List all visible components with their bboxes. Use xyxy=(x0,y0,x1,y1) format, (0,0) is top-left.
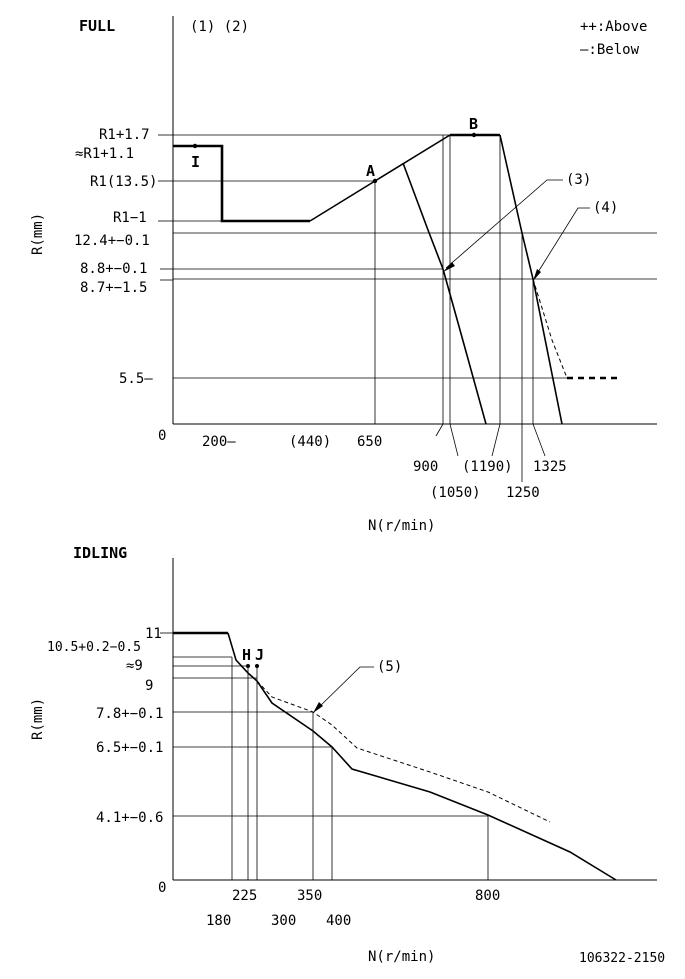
full-x-axis-label: N(r/min) xyxy=(368,518,436,534)
full-y-label: R1+1.7 xyxy=(99,127,150,143)
full-curve-fall-right xyxy=(500,135,562,424)
full-callout-3: (3) xyxy=(566,172,592,188)
full-y-label: 5.5— xyxy=(119,371,153,387)
idling-x-label: 800 xyxy=(475,888,501,904)
idling-point-h-label: H xyxy=(242,646,252,664)
full-callout-3-arrow xyxy=(443,262,455,272)
idling-callout-5: (5) xyxy=(377,659,403,675)
idling-y-labels xyxy=(47,626,173,826)
idling-curve-main xyxy=(228,633,616,880)
idling-y-label: 4.1+−0.6 xyxy=(96,810,164,826)
idling-x-labels xyxy=(206,888,500,929)
idling-y-label: 9 xyxy=(145,678,154,694)
full-y-label: 8.7+−1.5 xyxy=(80,280,148,296)
full-curve-inner-fall xyxy=(403,163,486,424)
idling-title: IDLING xyxy=(73,544,128,562)
full-point-b-label: B xyxy=(469,115,479,133)
full-origin-label: 0 xyxy=(158,428,167,444)
idling-y-label: ≈9 xyxy=(126,658,143,674)
full-x-label: 200— xyxy=(202,434,236,450)
idling-x-label: 350 xyxy=(297,888,323,904)
full-y-axis-label: R(mm) xyxy=(30,212,46,255)
idling-y-label: 11 xyxy=(145,626,162,642)
full-curve-rise xyxy=(310,135,450,221)
full-x-label: (1050) xyxy=(430,485,481,501)
idling-x-axis-label: N(r/min) xyxy=(368,949,436,965)
full-y-label: 8.8+−0.1 xyxy=(80,261,148,277)
full-y-label: 12.4+−0.1 xyxy=(74,233,150,249)
idling-y-label: 10.5+0.2−0.5 xyxy=(47,640,141,655)
full-y-labels xyxy=(74,127,173,387)
full-notes: (1) (2) xyxy=(190,19,250,35)
full-x-label: 900 xyxy=(413,459,439,475)
idling-y-label: 6.5+−0.1 xyxy=(96,740,164,756)
full-point-b xyxy=(472,133,476,137)
idling-point-j xyxy=(255,664,259,668)
full-point-i-label: I xyxy=(191,153,201,171)
full-title: FULL xyxy=(79,17,116,35)
idling-y-label: 7.8+−0.1 xyxy=(96,706,164,722)
idling-x-label: 400 xyxy=(326,913,352,929)
full-x-label: (440) xyxy=(289,434,332,450)
full-y-label: ≈R1+1.1 xyxy=(75,146,135,162)
idling-x-label: 180 xyxy=(206,913,232,929)
full-x-label: 1250 xyxy=(506,485,540,501)
full-point-a-label: A xyxy=(366,162,376,180)
idling-curve-dashed xyxy=(257,681,550,822)
footer-code: 106322-2150 xyxy=(579,951,666,966)
idling-callout-5-line xyxy=(316,667,374,710)
full-callout-3-line xyxy=(446,180,563,268)
full-y-label: R1−1 xyxy=(113,210,147,226)
idling-callout-5-arrow xyxy=(313,702,323,713)
idling-x-label: 300 xyxy=(271,913,297,929)
full-point-i xyxy=(193,144,197,148)
full-x-label: 650 xyxy=(357,434,383,450)
full-x-labels xyxy=(202,424,567,501)
idling-origin-label: 0 xyxy=(158,880,167,896)
full-diagram xyxy=(30,16,657,534)
legend-below: —:Below xyxy=(580,42,640,58)
idling-point-j-label: J xyxy=(255,646,265,664)
idling-point-h xyxy=(246,664,250,668)
full-x-label: 1325 xyxy=(533,459,567,475)
full-callout-4-line xyxy=(535,208,590,277)
idling-y-axis-label: R(mm) xyxy=(30,697,46,740)
legend-above: ++:Above xyxy=(580,19,648,35)
idling-diagram xyxy=(30,544,657,965)
full-x-label: (1190) xyxy=(462,459,513,475)
idling-x-label: 225 xyxy=(232,888,258,904)
full-callout-4: (4) xyxy=(593,200,619,216)
full-y-label: R1(13.5) xyxy=(90,174,158,190)
